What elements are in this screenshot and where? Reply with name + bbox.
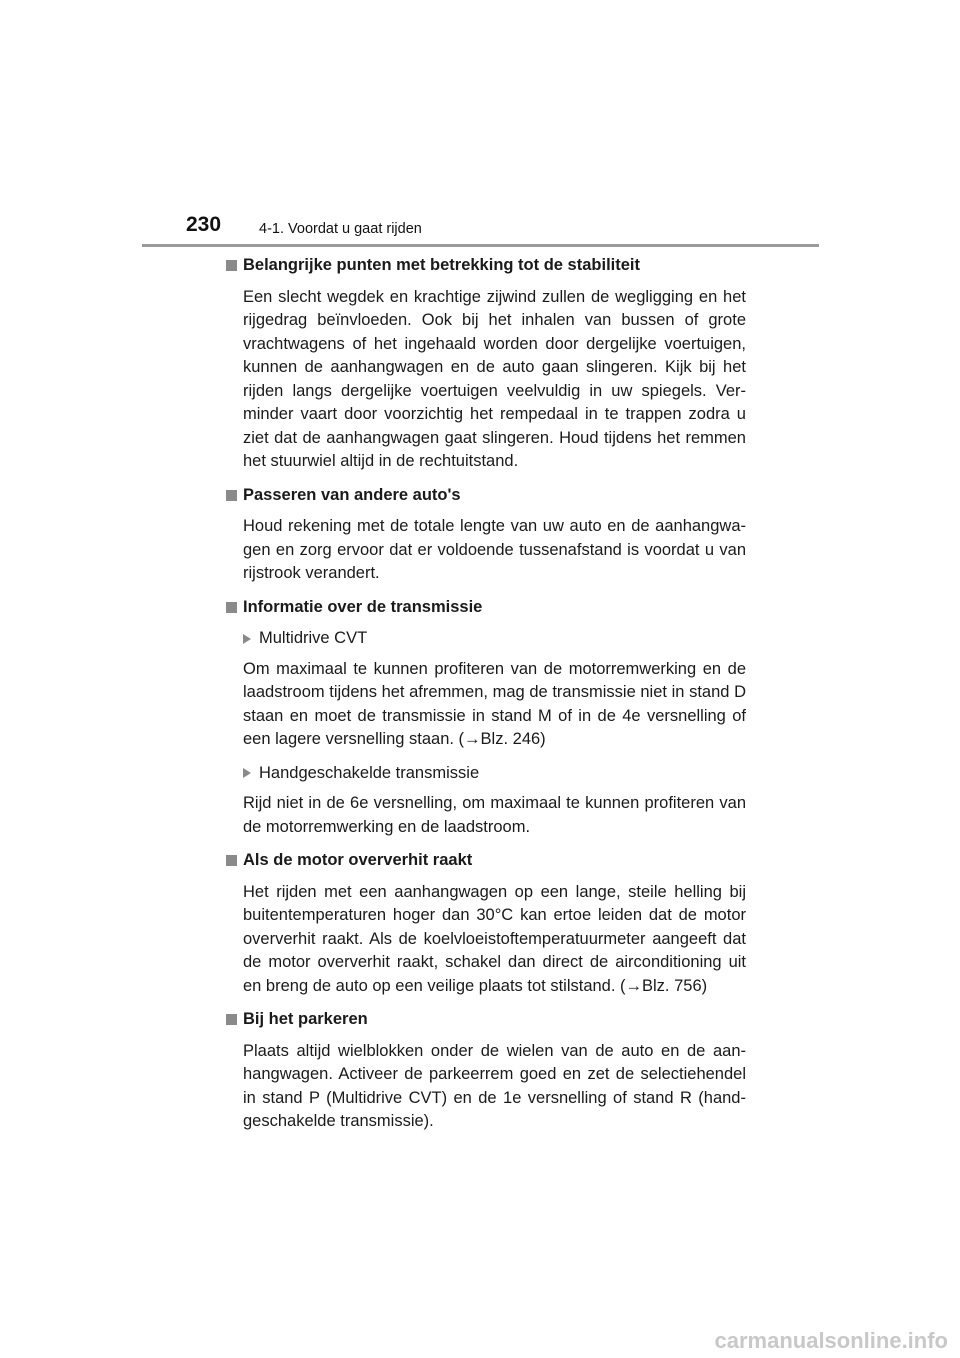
page-number: 230 bbox=[186, 213, 222, 236]
page-content bbox=[226, 254, 746, 1144]
cvt-body: Om maximaal te kunnen profiteren van de motorremwerking en de laadstroom tijdens het afremmen, mag de transmissie niet in stand D staan en moet de transmissie in stand M of in de 4e versnelling of een lagere versnelling staan. (→Blz. 246) bbox=[243, 659, 746, 748]
page-header bbox=[0, 0, 960, 250]
section-heading: Informatie over de transmissie bbox=[226, 596, 746, 620]
section-heading: Passeren van andere auto's bbox=[226, 484, 746, 508]
section-heading: Belangrijke punten met betrekking tot de stabiliteit bbox=[226, 254, 746, 278]
subheading-manual: Handgeschakelde transmissie bbox=[243, 762, 746, 786]
section-passing bbox=[226, 484, 746, 586]
section-heading: Bij het parkeren bbox=[226, 1008, 746, 1032]
section-body: Een slecht wegdek en krachtige zijwind zullen de wegligging en het rijgedrag beïnvloeden. Ook bij het inhalen van bussen of grote vrachtwagens of het ingehaald worden door dergelijke voertuigen, kunnen de aanhangwagen en de auto gaan slingeren. Kijk bij het rijden langs dergelijke voertuigen veelvuldig in uw spiegels. Verminder vaart door voorzichtig het rempedaal in te trappen zodra u ziet dat de aanhangwagen gaat slingeren. Houd tijdens het remmen het stuurwiel altijd in de rechtuitstand. bbox=[243, 287, 746, 470]
arrow-bullet-icon bbox=[243, 634, 251, 644]
square-bullet-icon bbox=[226, 490, 237, 501]
section-body: Houd rekening met de totale lengte van uw auto en de aanhangwagen en zorg ervoor dat er voldoende tussenafstand is voordat u van rijstrook verandert. bbox=[243, 517, 746, 582]
section-parking bbox=[226, 1008, 746, 1134]
square-bullet-icon bbox=[226, 260, 237, 271]
section-transmission bbox=[226, 596, 746, 840]
section-title: 4-1. Voordat u gaat rijden bbox=[259, 221, 422, 237]
square-bullet-icon bbox=[226, 855, 237, 866]
section-overheat bbox=[226, 849, 746, 998]
manual-body: Rijd niet in de 6e versnelling, om maximaal te kunnen profiteren van de motorremwerking en de laadstroom. bbox=[243, 794, 746, 836]
arrow-bullet-icon bbox=[243, 768, 251, 778]
section-heading: Als de motor oververhit raakt bbox=[226, 849, 746, 873]
square-bullet-icon bbox=[226, 1014, 237, 1025]
section-body: Het rijden met een aanhangwagen op een lange, steile helling bij buitentemperaturen hoger dan 30°C kan ertoe leiden dat de motor oververhit raakt. Als de koelvloeistoftemperatuurmeter aangeeft dat de motor oververhit raakt, schakel dan direct de airconditioning uit en breng de auto op een veilige plaats tot stilstand. (→Blz. 756) bbox=[243, 882, 746, 995]
header-divider bbox=[142, 244, 819, 247]
square-bullet-icon bbox=[226, 602, 237, 613]
watermark: carmanualsonline.info bbox=[714, 1328, 948, 1353]
section-stability bbox=[226, 254, 746, 474]
subheading-cvt: Multidrive CVT bbox=[243, 627, 746, 651]
section-body: Plaats altijd wielblokken onder de wielen van de auto en de aanhangwagen. Activeer de parkeerrem goed en zet de selectiehendel in stand P (Multidrive CVT) en de 1e versnelling of stand R (handgeschakelde transmissie). bbox=[243, 1041, 746, 1130]
